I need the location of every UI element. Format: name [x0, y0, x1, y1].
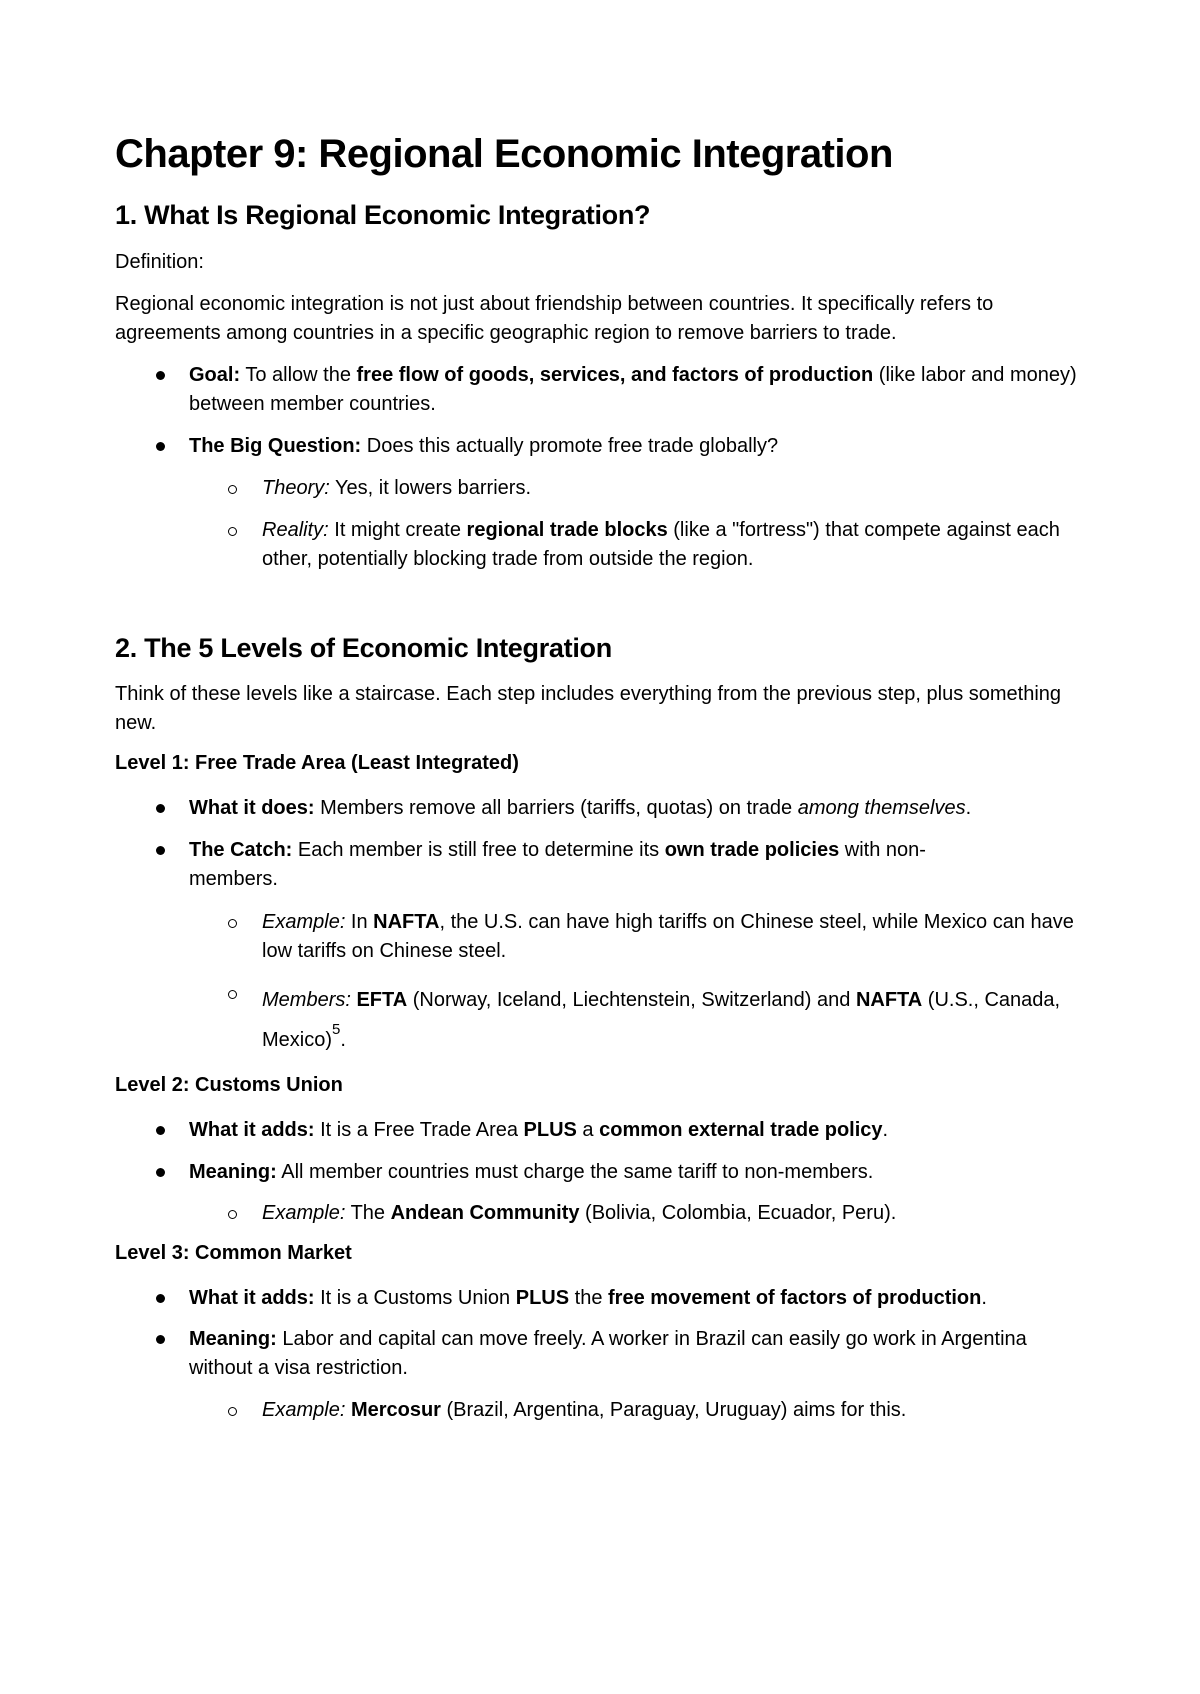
sub-bullet-icon	[228, 990, 237, 999]
sub-bullet-icon	[228, 1210, 237, 1219]
item-label: Example:	[262, 911, 346, 933]
level-3-adds-item: What it adds: It is a Customs Union PLUS the free movement of factors of production.	[189, 1287, 987, 1309]
item-label: Meaning:	[189, 1328, 277, 1350]
item-label: Example:	[262, 1202, 346, 1224]
sub-bullet-icon	[228, 919, 237, 928]
item-label: The Catch:	[189, 839, 293, 861]
bullet-icon	[156, 846, 165, 855]
item-label: Reality:	[262, 519, 329, 541]
level-2-example-item: Example: The Andean Community (Bolivia, Colombia, Ecuador, Peru).	[262, 1202, 897, 1224]
item-label: What it does:	[189, 797, 315, 819]
sub-bullet-icon	[228, 485, 237, 494]
level-1-catch-item: The Catch: Each member is still free to determine its own trade policies with non-members.	[189, 839, 926, 890]
section-2-heading: 2. The 5 Levels of Economic Integration	[115, 633, 612, 663]
item-label: Theory:	[262, 477, 330, 499]
level-3-meaning-item: Meaning: Labor and capital can move freely. A worker in Brazil can easily go work in Argentina without a visa restriction.	[189, 1328, 1027, 1379]
goal-item: Goal: To allow the free flow of goods, services, and factors of production (like labor and money) between member countries.	[189, 364, 1077, 415]
bullet-icon	[156, 371, 165, 380]
item-label: Example:	[262, 1399, 346, 1421]
level-1-title: Level 1: Free Trade Area (Least Integrated)	[115, 752, 519, 774]
definition-label: Definition:	[115, 251, 204, 273]
theory-item: Theory: Yes, it lowers barriers.	[262, 477, 532, 499]
level-2-title: Level 2: Customs Union	[115, 1074, 343, 1096]
section-2-intro: Think of these levels like a staircase. Each step includes everything from the previous step, plus something new.	[115, 683, 1062, 734]
sub-bullet-icon	[228, 527, 237, 536]
level-1-does-item: What it does: Members remove all barriers (tariffs, quotas) on trade among themselves.	[189, 797, 972, 819]
definition-text: Regional economic integration is not just about friendship between countries. It specifically refers to agreements among countries in a specific geographic region to remove barriers to trade.	[115, 293, 994, 344]
page-title: Chapter 9: Regional Economic Integration	[115, 132, 893, 176]
bullet-icon	[156, 1294, 165, 1303]
item-label: What it adds:	[189, 1287, 315, 1309]
bullet-icon	[156, 1335, 165, 1344]
reality-item: Reality: It might create regional trade blocks (like a "fortress") that compete against each other, potentially blocking trade from outside the region.	[262, 519, 1060, 570]
section-1-heading: 1. What Is Regional Economic Integration?	[115, 200, 651, 230]
item-label: Members:	[262, 989, 351, 1011]
level-3-title: Level 3: Common Market	[115, 1242, 352, 1264]
item-label: The Big Question:	[189, 435, 362, 457]
bullet-icon	[156, 1168, 165, 1177]
big-question-item: The Big Question: Does this actually promote free trade globally?	[189, 435, 779, 457]
level-1-members-item: Members: EFTA (Norway, Iceland, Liechtenstein, Switzerland) and NAFTA (U.S., Canada, Mexico)$^5$.	[262, 989, 1061, 1051]
sub-bullet-icon	[228, 1407, 237, 1416]
level-2-adds-item: What it adds: It is a Free Trade Area PLUS a common external trade policy.	[189, 1119, 889, 1141]
bullet-icon	[156, 442, 165, 451]
item-label: Meaning:	[189, 1161, 277, 1183]
level-2-meaning-item: Meaning: All member countries must charge the same tariff to non-members.	[189, 1161, 874, 1183]
footnote-marker: 5	[332, 1021, 341, 1038]
bullet-icon	[156, 1126, 165, 1135]
level-1-example-item: Example: In NAFTA, the U.S. can have high tariffs on Chinese steel, while Mexico can have low tariffs on Chinese steel.	[262, 911, 1074, 962]
item-label: Goal:	[189, 364, 241, 386]
bullet-icon	[156, 804, 165, 813]
item-label: What it adds:	[189, 1119, 315, 1141]
level-3-example-item: Example: Mercosur (Brazil, Argentina, Paraguay, Uruguay) aims for this.	[262, 1399, 907, 1421]
